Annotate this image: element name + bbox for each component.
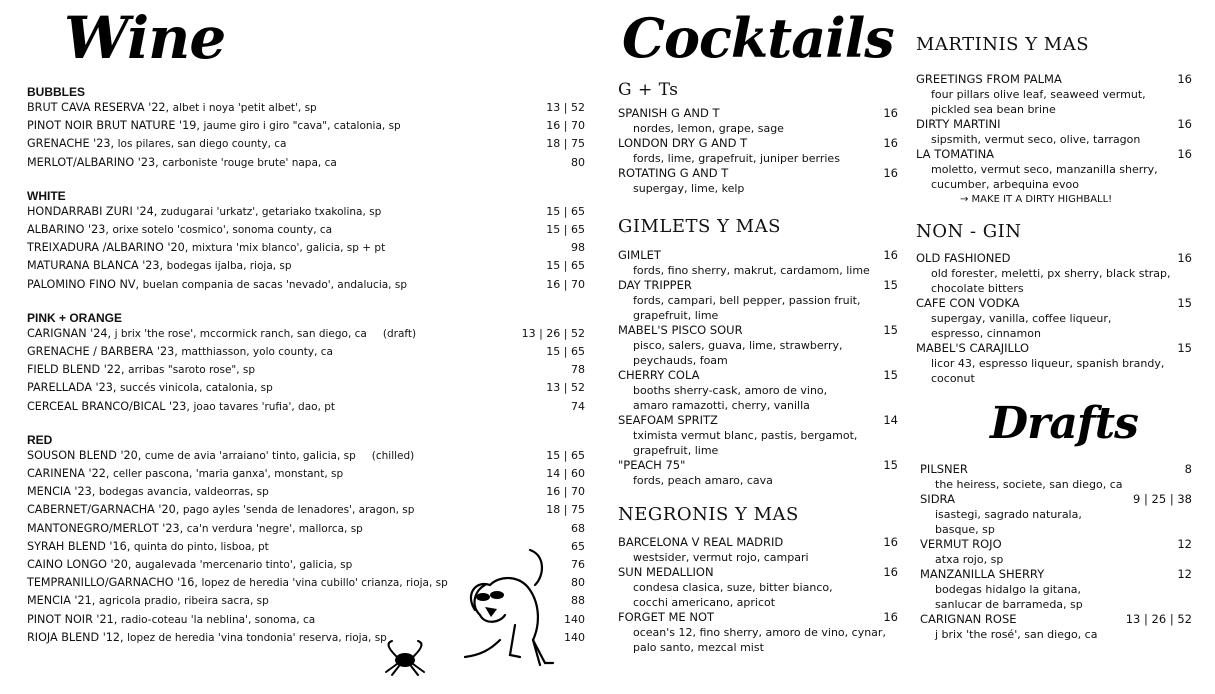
- cocktail-name: CARIGNAN ROSE: [920, 612, 1017, 626]
- cocktail-heading: [916, 117, 1192, 132]
- wine-entry: [27, 221, 332, 239]
- drafts-title: Drafts: [990, 398, 1138, 449]
- cocktail-price: 15: [883, 323, 898, 337]
- cocktail-desc: booths sherry-cask, amoro de vino,: [633, 384, 828, 397]
- wine-entry: [27, 629, 387, 647]
- cocktail-item: [618, 136, 898, 166]
- wine-price: 140: [564, 612, 585, 626]
- cocktail-heading: [916, 72, 1192, 87]
- wine-price: 14 | 60: [546, 467, 585, 481]
- cocktail-name: GIMLET: [618, 248, 661, 262]
- crab-illustration: [378, 638, 433, 678]
- cocktails-col-2: [916, 34, 1192, 386]
- cocktail-desc: pickled sea bean brine: [931, 103, 1056, 116]
- wine-entry: [27, 556, 352, 574]
- cocktail-price: 15: [1177, 341, 1192, 355]
- wine-entry: [27, 325, 416, 343]
- cocktail-item: [618, 166, 898, 196]
- cocktail-desc: chocolate bitters: [931, 282, 1024, 295]
- wine-price: 16 | 70: [546, 277, 585, 291]
- wine-desc: los pilares, san diego county, ca: [117, 138, 287, 151]
- cocktail-price: 16: [1177, 117, 1192, 131]
- cocktails-col-1: [618, 80, 898, 655]
- cocktail-name: DIRTY MARTINI: [916, 117, 1001, 131]
- cocktail-desc: fords, fino sherry, makrut, cardamom, lime: [633, 264, 870, 277]
- wine-desc: pago ayles 'senda de lenadores', aragon, sp: [182, 504, 415, 517]
- wine-desc: orixe sotelo 'cosmico', sonoma county, ca: [112, 224, 333, 237]
- cocktail-heading: [920, 567, 1192, 582]
- wine-note: (draft): [382, 327, 417, 340]
- cocktail-price: 8: [1184, 462, 1192, 476]
- cocktail-name: MANZANILLA SHERRY: [920, 567, 1045, 581]
- wine-desc: arribas "saroto rose", sp: [128, 364, 256, 377]
- wine-entry: [27, 203, 381, 221]
- cocktail-heading: [618, 106, 898, 121]
- wine-desc: succés vinicola, catalonia, sp: [119, 382, 273, 395]
- wine-entry: [27, 361, 255, 379]
- cocktail-price: 16: [1177, 251, 1192, 265]
- cocktail-name: OLD FASHIONED: [916, 251, 1011, 265]
- cocktail-desc: sanlucar de barrameda, sp: [935, 598, 1083, 611]
- wine-desc: j brix 'the rose', mccormick ranch, san diego, ca: [114, 327, 367, 340]
- cocktail-item: [618, 248, 898, 278]
- cocktail-item: [618, 413, 898, 458]
- wine-price: 76: [571, 558, 585, 572]
- cocktail-item: [618, 106, 898, 136]
- wine-entry: [27, 276, 407, 294]
- cocktail-item: [920, 567, 1192, 612]
- cocktail-name: CHERRY COLA: [618, 368, 700, 382]
- cocktail-item: [920, 537, 1192, 567]
- cocktail-desc: the heiress, societe, san diego, ca: [935, 478, 1123, 491]
- cocktail-price: 16: [883, 136, 898, 150]
- cocktail-name: SEAFOAM SPRITZ: [618, 413, 718, 427]
- cocktail-desc: coconut: [931, 372, 975, 385]
- section-white: WHITE: [27, 188, 66, 203]
- drafts-list: [920, 462, 1192, 642]
- wine-row: [27, 343, 585, 361]
- wine-entry: [27, 483, 269, 501]
- cocktail-desc: basque, sp: [935, 523, 995, 536]
- cocktail-name: "PEACH 75": [618, 458, 686, 472]
- cocktail-desc: ocean's 12, fino sherry, amoro de vino, cynar,: [633, 626, 886, 639]
- wine-name: CAINO LONGO '20,: [27, 558, 132, 572]
- cocktail-item: [916, 341, 1192, 386]
- cocktail-heading: [916, 147, 1192, 162]
- wine-row: [27, 276, 585, 294]
- cocktail-item: [618, 458, 898, 488]
- wine-entry: [27, 592, 269, 610]
- cocktail-name: LA TOMATINA: [916, 147, 995, 161]
- wine-price: 15 | 65: [546, 259, 585, 273]
- wine-price: 13 | 52: [546, 381, 585, 395]
- cocktail-heading: [920, 462, 1192, 477]
- wine-entry: [27, 574, 448, 592]
- wine-name: GRENACHE / BARBERA '23,: [27, 345, 178, 359]
- cocktail-heading: [618, 248, 898, 263]
- wine-row: [27, 99, 585, 117]
- wine-price: 88: [571, 594, 585, 608]
- wine-row: [27, 379, 585, 397]
- wine-entry: [27, 99, 317, 117]
- cocktail-item: [618, 565, 898, 610]
- cocktail-heading: [618, 610, 898, 625]
- cocktails-title: Cocktails: [622, 6, 894, 70]
- wine-name: GRENACHE '23,: [27, 137, 115, 151]
- cocktail-desc: cucumber, arbequina evoo: [931, 178, 1079, 191]
- cocktail-desc: fords, lime, grapefruit, juniper berries: [633, 152, 840, 165]
- cocktail-name: PILSNER: [920, 462, 968, 476]
- cocktail-heading: [618, 368, 898, 383]
- cocktail-note: → MAKE IT A DIRTY HIGHBALL!: [960, 194, 1113, 205]
- cocktail-item: [618, 610, 898, 655]
- cocktail-price: 16: [883, 248, 898, 262]
- cocktail-desc: nordes, lemon, grape, sage: [633, 122, 784, 135]
- wine-price: 13 | 52: [546, 101, 585, 114]
- wine-price: 15 | 65: [546, 448, 585, 462]
- wine-entry: [27, 239, 385, 257]
- wine-entry: [27, 465, 343, 483]
- cocktail-price: 12: [1177, 567, 1192, 581]
- wine-name: BRUT CAVA RESERVA '22,: [27, 101, 170, 114]
- cocktail-heading: [618, 323, 898, 338]
- cocktail-item: [618, 368, 898, 413]
- wine-name: TEMPRANILLO/GARNACHO '16,: [27, 576, 198, 590]
- cocktail-desc: peychauds, foam: [633, 354, 728, 367]
- cocktail-desc: isastegi, sagrado naturala,: [935, 508, 1082, 521]
- wine-price: 13 | 26 | 52: [521, 326, 585, 340]
- cocktail-name: FORGET ME NOT: [618, 610, 715, 624]
- cocktail-item: [920, 492, 1192, 537]
- wine-name: CARIGNAN '24,: [27, 326, 112, 340]
- wine-name: RIOJA BLEND '12,: [27, 630, 124, 644]
- wine-price: 78: [571, 363, 585, 377]
- cocktail-desc: moletto, vermut seco, manzanilla sherry,: [931, 163, 1158, 176]
- wine-price: 68: [571, 521, 585, 535]
- wine-price: 16 | 70: [546, 119, 585, 133]
- section-gimlets: GIMLETS Y MAS: [618, 216, 781, 237]
- cocktail-price: 16: [1177, 147, 1192, 161]
- wine-desc: zudugarai 'urkatz', getariako txakolina, sp: [160, 205, 382, 218]
- wine-entry: [27, 117, 401, 135]
- wine-row: [27, 501, 585, 519]
- cocktail-name: CAFE CON VODKA: [916, 296, 1020, 310]
- cocktail-price: 15: [883, 368, 898, 382]
- cocktail-heading: [618, 565, 898, 580]
- wine-price: 65: [571, 539, 585, 553]
- cocktail-name: LONDON DRY G AND T: [618, 136, 748, 150]
- wine-title: Wine: [64, 4, 226, 72]
- cocktail-name: MABEL'S CARAJILLO: [916, 341, 1029, 355]
- wine-row: [27, 325, 585, 343]
- cocktail-item: [618, 323, 898, 368]
- wine-entry: [27, 520, 363, 538]
- wine-row: [27, 135, 585, 153]
- wine-price: 80: [571, 576, 585, 590]
- cocktail-desc: supergay, vanilla, coffee liqueur,: [931, 312, 1112, 325]
- wine-desc: cume de avia 'arraiano' tinto, galicia, sp: [144, 449, 356, 462]
- cocktail-name: GREETINGS FROM PALMA: [916, 72, 1062, 86]
- wine-desc: albet i noya 'petit albet', sp: [172, 102, 317, 114]
- wine-entry: [27, 611, 315, 629]
- wine-price: 18 | 75: [546, 503, 585, 517]
- cocktail-name: MABEL'S PISCO SOUR: [618, 323, 743, 337]
- section-pink-orange: PINK + ORANGE: [27, 310, 123, 325]
- cocktail-heading: [920, 537, 1192, 552]
- wine-desc: lopez de heredia 'vina cubillo' crianza, rioja, sp: [201, 577, 448, 590]
- cocktail-price: 9 | 25 | 38: [1133, 492, 1192, 506]
- wine-name: SOUSON BLEND '20,: [27, 448, 142, 462]
- wine-name: MATURANA BLANCA '23,: [27, 259, 164, 273]
- dog-illustration: [445, 545, 560, 675]
- cocktail-name: BARCELONA V REAL MADRID: [618, 535, 784, 549]
- cocktail-item: [916, 296, 1192, 341]
- wine-row: [27, 154, 585, 172]
- wine-name: PARELLADA '23,: [27, 381, 117, 395]
- cocktail-item: [916, 117, 1192, 147]
- cocktail-item: [618, 278, 898, 323]
- cocktail-heading: [920, 612, 1192, 627]
- wine-name: CABERNET/GARNACHA '20,: [27, 503, 180, 517]
- cocktail-desc: grapefruit, lime: [633, 309, 719, 322]
- wine-desc: bodegas avancia, valdeorras, sp: [98, 486, 269, 499]
- cocktail-heading: [618, 278, 898, 293]
- cocktail-desc: amaro ramazotti, cherry, vanilla: [633, 399, 810, 412]
- cocktail-desc: four pillars olive leaf, seaweed vermut,: [931, 88, 1146, 101]
- wine-entry: [27, 398, 335, 416]
- cocktail-desc: bodegas hidalgo la gitana,: [935, 583, 1082, 596]
- cocktail-desc: sipsmith, vermut seco, olive, tarragon: [931, 133, 1141, 146]
- cocktail-desc: fords, campari, bell pepper, passion fruit,: [633, 294, 861, 307]
- cocktail-price: 16: [1177, 72, 1192, 86]
- wine-desc: buelan compania de sacas 'nevado', andalucia, sp: [142, 278, 407, 291]
- wine-desc: quinta do pinto, lisboa, pt: [133, 540, 269, 553]
- wine-desc: ca'n verdura 'negre', mallorca, sp: [186, 522, 363, 535]
- wine-desc: radio-coteau 'la neblina', sonoma, ca: [120, 613, 316, 626]
- wine-entry: [27, 379, 273, 397]
- cocktail-heading: [618, 413, 898, 428]
- wine-entry: [27, 343, 333, 361]
- wine-desc: carboniste 'rouge brute' napa, ca: [162, 156, 337, 169]
- cocktail-name: ROTATING G AND T: [618, 166, 729, 180]
- cocktail-item: [916, 147, 1192, 207]
- wine-name: MANTONEGRO/MERLOT '23,: [27, 521, 184, 535]
- cocktail-desc: tximista vermut blanc, pastis, bergamot,: [633, 429, 858, 442]
- wine-row: [27, 221, 585, 239]
- cocktail-heading: [916, 251, 1192, 266]
- wine-entry: [27, 538, 269, 556]
- wine-desc: celler pascona, 'maria ganxa', monstant, sp: [112, 468, 344, 481]
- wine-row: [27, 465, 585, 483]
- wine-entry: [27, 257, 292, 275]
- cocktail-heading: [618, 458, 898, 473]
- wine-name: ALBARINO '23,: [27, 223, 109, 237]
- wine-name: TREIXADURA /ALBARINO '20,: [27, 241, 189, 255]
- wine-name: MERLOT/ALBARINO '23,: [27, 155, 159, 169]
- wine-price: 74: [571, 399, 585, 413]
- cocktail-desc: pisco, salers, guava, lime, strawberry,: [633, 339, 843, 352]
- cocktail-price: 13 | 26 | 52: [1125, 612, 1192, 626]
- cocktail-item: [618, 535, 898, 565]
- wine-price: 15 | 65: [546, 204, 585, 218]
- wine-row: [27, 257, 585, 275]
- cocktail-price: 12: [1177, 537, 1192, 551]
- wine-name: MENCIA '21,: [27, 594, 96, 608]
- cocktail-desc: cocchi americano, apricot: [633, 596, 776, 609]
- cocktail-heading: [920, 492, 1192, 507]
- wine-desc: mixtura 'mix blanco', galicia, sp + pt: [191, 242, 386, 255]
- wine-name: HONDARRABI ZURI '24,: [27, 204, 158, 218]
- cocktail-desc: fords, peach amaro, cava: [633, 474, 773, 487]
- wine-entry: [27, 154, 337, 172]
- wine-name: FIELD BLEND '22,: [27, 363, 125, 377]
- wine-row: [27, 239, 585, 257]
- cocktail-desc: westsider, vermut rojo, campari: [633, 551, 809, 564]
- wine-price: 98: [571, 241, 585, 255]
- wine-price: 140: [564, 630, 585, 644]
- cocktail-desc: supergay, lime, kelp: [633, 182, 745, 195]
- wine-desc: matthiasson, yolo county, ca: [181, 346, 333, 359]
- wine-price: 80: [571, 155, 585, 169]
- cocktail-item: [916, 251, 1192, 296]
- wine-entry: [27, 135, 287, 153]
- wine-name: CARINENA '22,: [27, 467, 110, 481]
- cocktail-name: SUN MEDALLION: [618, 565, 714, 579]
- cocktail-heading: [618, 166, 898, 181]
- cocktail-name: SPANISH G AND T: [618, 106, 720, 120]
- wine-entry: [27, 447, 414, 465]
- wine-entry: [27, 501, 414, 519]
- wine-name: SYRAH BLEND '16,: [27, 539, 131, 553]
- cocktail-desc: espresso, cinnamon: [931, 327, 1041, 340]
- cocktail-heading: [618, 535, 898, 550]
- cocktail-item: [920, 612, 1192, 642]
- wine-row: [27, 520, 585, 538]
- cocktail-heading: [916, 296, 1192, 311]
- cocktail-price: 16: [883, 610, 898, 624]
- cocktail-price: 16: [883, 565, 898, 579]
- cocktail-name: VERMUT ROJO: [920, 537, 1002, 551]
- cocktail-name: SIDRA: [920, 492, 955, 506]
- wine-row: [27, 361, 585, 379]
- cocktail-price: 15: [883, 458, 898, 472]
- wine-row: [27, 117, 585, 135]
- wine-desc: lopez de heredia 'vina tondonia' reserva, rioja, sp: [127, 631, 387, 644]
- cocktail-price: 15: [883, 278, 898, 292]
- wine-name: PALOMINO FINO NV,: [27, 277, 140, 291]
- wine-price: 15 | 65: [546, 223, 585, 237]
- cocktail-desc: atxa rojo, sp: [935, 553, 1004, 566]
- wine-row: [27, 483, 585, 501]
- section-bubbles: BUBBLES: [27, 85, 86, 99]
- wine-price: 15 | 65: [546, 345, 585, 359]
- cocktail-price: 16: [883, 166, 898, 180]
- wine-name: PINOT NOIR BRUT NATURE '19,: [27, 119, 200, 133]
- cocktail-desc: condesa clasica, suze, bitter bianco,: [633, 581, 833, 594]
- section-gts: G + Ts: [618, 80, 679, 100]
- wine-price: 16 | 70: [546, 485, 585, 499]
- wine-desc: joao tavares 'rufia', dao, pt: [193, 400, 336, 413]
- section-red: RED: [27, 432, 53, 447]
- section-martinis: MARTINIS Y MAS: [916, 34, 1090, 55]
- wine-name: CERCEAL BRANCO/BICAL '23,: [27, 399, 190, 413]
- wine-name: PINOT NOIR '21,: [27, 612, 118, 626]
- cocktail-name: DAY TRIPPER: [618, 278, 692, 292]
- wine-price: 18 | 75: [546, 137, 585, 151]
- section-non-gin: NON - GIN: [916, 221, 1022, 242]
- wine-desc: jaume giro i giro "cava", catalonia, sp: [203, 120, 401, 133]
- cocktail-desc: j brix 'the rosé', san diego, ca: [935, 628, 1098, 641]
- wine-row: [27, 447, 585, 465]
- wine-desc: agricola pradio, ribeira sacra, sp: [98, 595, 269, 608]
- wine-desc: augalevada 'mercenario tinto', galicia, sp: [134, 559, 353, 572]
- wine-row: [27, 203, 585, 221]
- cocktail-desc: palo santo, mezcal mist: [633, 641, 764, 654]
- cocktail-item: [920, 462, 1192, 492]
- cocktail-price: 14: [883, 413, 898, 427]
- cocktail-price: 16: [883, 106, 898, 120]
- cocktail-heading: [618, 136, 898, 151]
- section-negronis: NEGRONIS Y MAS: [618, 504, 799, 525]
- cocktail-item: [916, 72, 1192, 117]
- cocktail-heading: [916, 341, 1192, 356]
- cocktail-desc: old forester, meletti, px sherry, black strap,: [931, 267, 1171, 280]
- wine-desc: bodegas ijalba, rioja, sp: [166, 260, 292, 273]
- wine-name: MENCIA '23,: [27, 485, 96, 499]
- cocktail-price: 16: [883, 535, 898, 549]
- wine-note: (chilled): [371, 449, 415, 462]
- cocktail-desc: licor 43, espresso liqueur, spanish brandy,: [931, 357, 1165, 370]
- wine-row: [27, 398, 585, 416]
- cocktail-desc: grapefruit, lime: [633, 444, 719, 457]
- cocktail-price: 15: [1177, 296, 1192, 310]
